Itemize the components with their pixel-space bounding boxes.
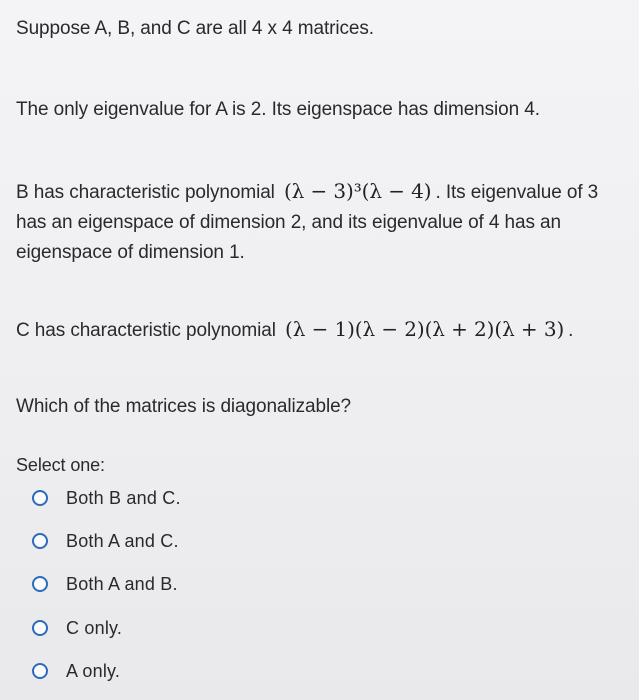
option-both-a-and-b[interactable] — [32, 571, 178, 597]
option-label: Both A and C. — [66, 530, 179, 551]
radio-button[interactable] — [32, 663, 48, 679]
option-label: Both B and C. — [66, 487, 181, 508]
matrix-b-prefix: B has characteristic polynomial — [16, 182, 275, 203]
radio-button[interactable] — [32, 533, 48, 549]
option-a-only[interactable] — [32, 658, 120, 684]
matrix-b-paragraph — [16, 176, 631, 268]
radio-button[interactable] — [32, 576, 48, 592]
select-one-label: Select one: — [16, 455, 105, 475]
radio-button[interactable] — [32, 490, 48, 506]
question-text: Which of the matrices is diagonalizable? — [16, 396, 352, 417]
option-both-a-and-c[interactable] — [32, 528, 179, 554]
matrix-c-suffix: . — [568, 320, 574, 341]
option-c-only[interactable] — [32, 615, 122, 641]
intro-text: Suppose A, B, and C are all 4 x 4 matrices. — [16, 18, 374, 39]
option-label: C only. — [66, 617, 123, 638]
matrix-c-text — [16, 317, 573, 342]
matrix-b-suffix: . Its eigenvalue of 3 has an eigenspace of dimension 2, and its eigenvalue of 4 has an eigenspace of dimension 1. — [16, 182, 599, 263]
option-both-b-and-c[interactable] — [32, 485, 181, 511]
radio-button[interactable] — [32, 620, 48, 636]
matrix-a-text: The only eigenvalue for A is 2. Its eigenspace has dimension 4. — [16, 99, 540, 120]
option-label: Both A and B. — [66, 573, 178, 594]
matrix-c-polynomial: (λ − 1)(λ − 2)(λ + 2)(λ + 3) — [285, 317, 565, 341]
option-label: A only. — [66, 660, 121, 681]
matrix-c-prefix: C has characteristic polynomial — [16, 320, 276, 341]
matrix-b-polynomial: (λ − 3)³(λ − 4) — [283, 179, 432, 203]
